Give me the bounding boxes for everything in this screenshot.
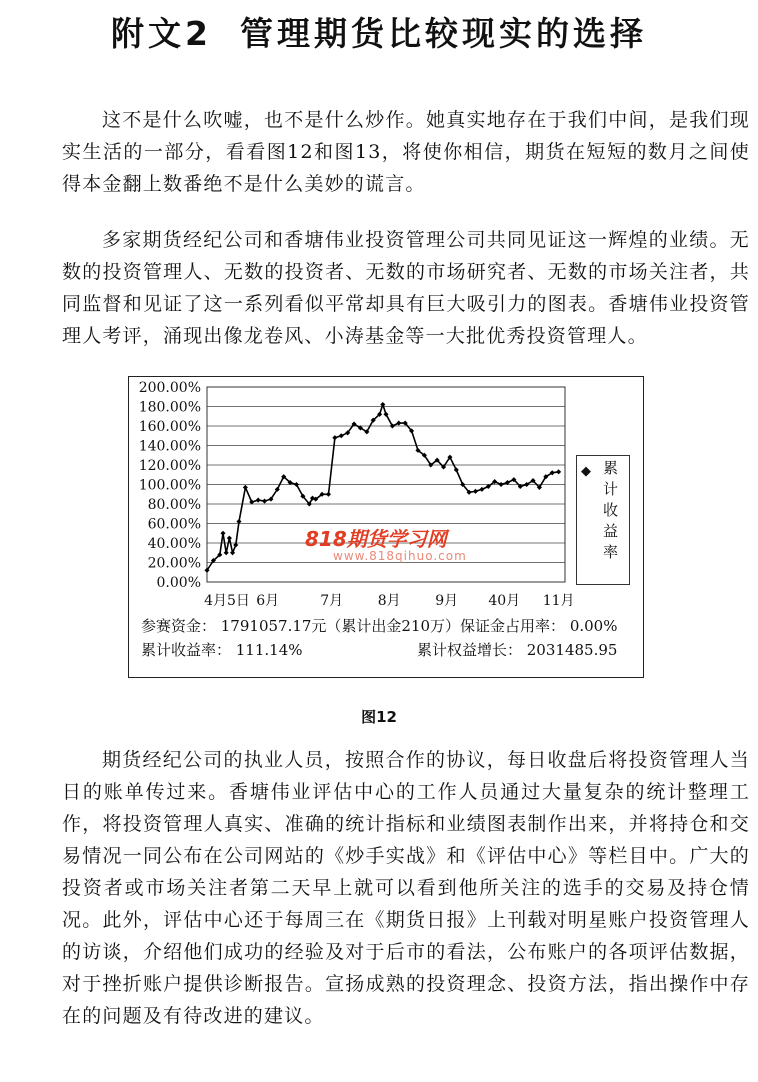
y-tick-label: 80.00%: [147, 497, 201, 513]
x-tick-label: 9月: [435, 593, 459, 609]
paragraph-2-text: 多家期货经纪公司和香塘伟业投资管理公司共同见证这一辉煌的业绩。无数的投资管理人、无数的投资者、无数的市场研究者、无数的市场关注者，共同监督和见证了这一系列看似平常却具有巨大吸引力的图表。香塘伟业投资管理人考评，涌现出像龙卷风、小涛基金等一大批优秀投资管理人。: [62, 229, 750, 347]
figure-caption: 图12: [361, 708, 397, 726]
figure-12: [128, 376, 644, 678]
data-point: [243, 485, 248, 490]
data-point: [256, 498, 261, 503]
data-point: [479, 487, 484, 492]
data-point: [556, 469, 561, 474]
y-tick-label: 60.00%: [147, 516, 201, 533]
data-point: [499, 482, 504, 487]
paragraph-3-text: 期货经纪公司的执业人员，按照合作的协议，每日收盘后将投资管理人当日的账单传过来。香塘伟业评估中心的工作人员通过大量复杂的统计整理工作，将投资管理人真实、准确的统计指标和业绩图表制作出来，并将持仓和交易情况一同公布在公司网站的《炒手实战》和《评估中心》等栏目中。广大的投资者或市场关注者第二天早上就可以看到他所关注的选手的交易及持仓情况。此外，评估中心还于每周三在《期货日报》上刊载对明星账户投资管理人的访谈，介绍他们成功的经验及对于后市的看法，公布账户的各项评估数据，对于挫折账户提供诊断报告。宣扬成熟的投资理念、投资方法，指出操作中存在的问题及有待改进的建议。: [62, 749, 750, 1027]
data-point: [396, 421, 401, 426]
watermark: 818期货学习网: [305, 527, 447, 551]
data-point: [220, 531, 225, 536]
y-tick-label: 200.00%: [138, 380, 201, 396]
paragraph-3: [62, 744, 750, 1032]
data-point: [230, 550, 235, 555]
data-point: [473, 489, 478, 494]
y-tick-label: 100.00%: [138, 477, 201, 494]
y-tick-label: 180.00%: [138, 399, 201, 416]
y-tick-label: 140.00%: [138, 438, 201, 455]
legend-marker-icon: ◆: [581, 464, 591, 479]
legend-label: 累计收益率: [603, 459, 619, 561]
capital-stat: 参赛资金： 1791057.17元（累计出金210万）保证金占用率： 0.00%: [141, 617, 618, 635]
x-tick-label: 6月: [256, 593, 280, 609]
paragraph-1: [62, 104, 750, 200]
data-point: [227, 536, 232, 541]
appendix-title: 管理期货比较现实的选择: [239, 14, 647, 53]
data-point: [224, 550, 229, 555]
return-rate-stat: 累计收益率： 111.14%: [141, 641, 303, 659]
data-point: [262, 499, 267, 504]
page-title: [0, 8, 758, 55]
watermark-url: www.818qihuo.com: [333, 549, 467, 563]
y-tick-label: 0.00%: [156, 575, 201, 591]
x-tick-label: 40月: [488, 593, 521, 609]
x-tick-label: 8月: [377, 593, 401, 609]
y-tick-label: 160.00%: [138, 419, 201, 435]
paragraph-1-text: 这不是什么吹嘘，也不是什么炒作。她真实地存在于我们中间，是我们现实生活的一部分，看看图12和图13，将使你相信，期货在短短的数月之间使得本金翻上数番绝不是什么美妙的谎言。: [62, 109, 750, 195]
x-tick-label: 7月: [320, 593, 344, 609]
y-tick-label: 40.00%: [147, 536, 201, 552]
data-point: [326, 492, 331, 497]
appendix-number: 附文2: [111, 14, 212, 53]
data-point: [332, 435, 337, 440]
x-tick-label: 11月: [542, 593, 575, 609]
chart-legend: [576, 455, 630, 585]
x-tick-label: 4月5日: [204, 593, 250, 609]
paragraph-2: [62, 224, 750, 352]
y-tick-label: 120.00%: [138, 458, 201, 474]
data-point: [339, 433, 344, 438]
equity-growth-stat: 累计权益增长： 2031485.95: [417, 641, 618, 659]
y-tick-label: 20.00%: [147, 555, 201, 572]
